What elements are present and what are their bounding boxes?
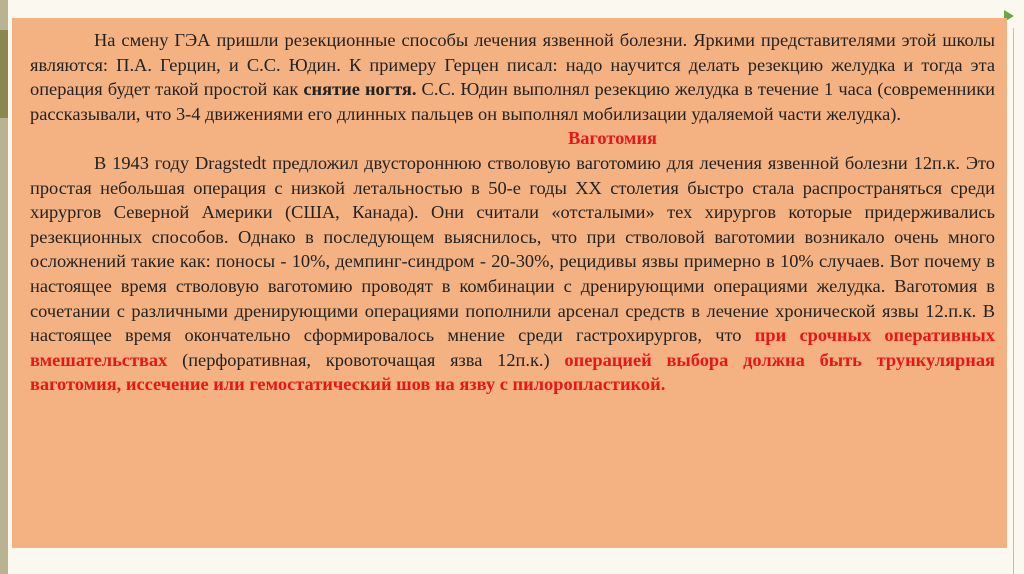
- content-panel: [12, 18, 1007, 548]
- paragraph-vagotomy: [30, 151, 995, 397]
- paragraph-vagotomy-text-1: В 1943 году Dragstedt предложил двустороннюю стволовую ваготомию для лечения язвенной болезни 12п.к. Это простая небольшая операция с низкой летальностью в 50-е годы XX столетия быстро стала распространяться среди хирургов Северной Америки (США, Канада). Они считали «отсталыми» тех хирургов которые придерживались резекционных способов. Однако в последующем выяснилось, что при стволовой ваготомии возникало очень много осложнений такие как: поносы - 10%, демпинг-синдром - 20-30%, рецидивы язвы примерно в 10% случаев. Вот почему в настоящее время стволовую ваготомию проводят в комбинации с дренирующими операциями желудка. Ваготомия в сочетании с различными дренирующими операциями пополнили арсенал средств в лечение хронической язвы 12.п.к. В настоящее время окончательно сформировалось мнение среди гастрохирургов, что: [30, 152, 995, 346]
- paragraph-resection: [30, 28, 995, 126]
- left-accent-bar: [0, 30, 8, 118]
- paragraph-vagotomy-highlight-2: операцией выбора должна быть трункулярная ваготомия, иссечение или гемостатический шов на язву с пилоропластикой.: [30, 349, 995, 395]
- paragraph-resection-emphasis: снятие ногтя.: [303, 79, 417, 100]
- paragraph-vagotomy-text-2: (перфоративная, кровоточащая язва 12п.к.): [167, 349, 565, 370]
- right-divider-line: [1013, 28, 1014, 574]
- paragraph-resection-text-1: На смену ГЭА пришли резекционные способы лечения язвенной болезни. Яркими представителями этой школы являются: П.А. Герцин, и С.С. Юдин. К примеру Герцен писал: надо научится делать резекцию желудка и тогда эта операция будет такой простой как: [30, 30, 995, 100]
- paragraph-vagotomy-highlight-1: при срочных оперативных вмешательствах: [30, 325, 995, 370]
- paragraph-resection-text-2: С.С. Юдин выполнял резекцию желудка в течение 1 часа (современники рассказывали, что 3-4 движениями его длинных пальцев он выполнял мобилизации удаляемой части желудка).: [30, 79, 996, 124]
- section-heading-vagotomy: Ваготомия: [567, 128, 658, 149]
